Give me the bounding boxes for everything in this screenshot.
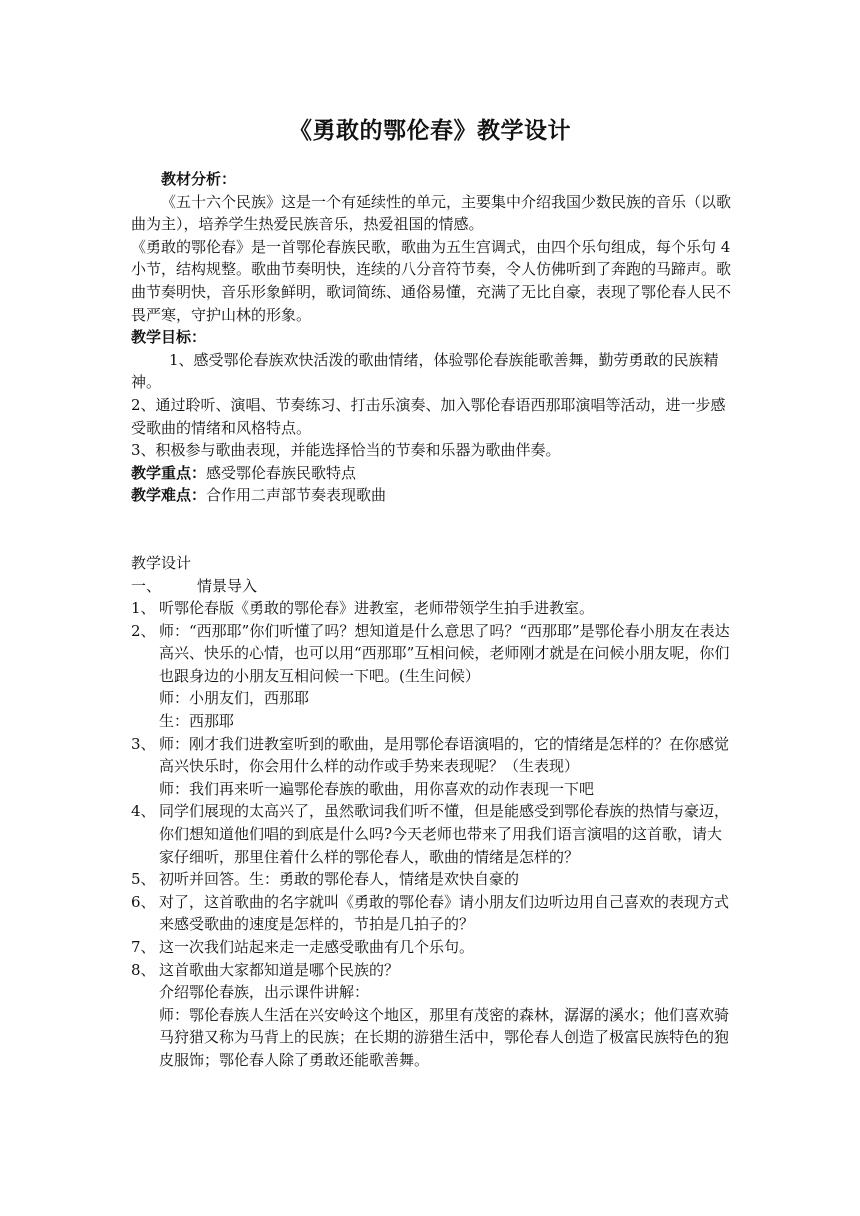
analysis-heading: 教材分析：	[161, 170, 237, 188]
design-heading: 教学设计	[131, 553, 192, 572]
step-number: 7、	[131, 938, 156, 956]
step-line: 师：刚才我们进教室听到的歌曲，是用鄂伦春语演唱的，它的情绪是怎样的？在你感觉高兴快乐时，你会用什么样的动作或手势来表现呢？（生表现）	[159, 734, 730, 776]
step-item	[131, 800, 731, 868]
section-1-number: 一、	[131, 576, 162, 595]
step-line: 师：鄂伦春族人生活在兴安岭这个地区，那里有茂密的森林，潺潺的溪水；他们喜欢骑马狩猎又称为马背上的民族；在长期的游猎生活中，鄂伦春人创造了极富民族特色的狍皮服饰；鄂伦春人除了勇敢还能歌善舞。	[159, 1005, 730, 1069]
step-item	[131, 620, 731, 733]
steps-list	[131, 597, 731, 1071]
step-item	[131, 597, 731, 620]
key-point-text: 感受鄂伦春族民歌特点	[206, 463, 357, 482]
difficulty-text: 合作用二声部节奏表现歌曲	[206, 486, 387, 505]
analysis-paragraph-2: 《勇敢的鄂伦春》是一首鄂伦春族民歌，歌曲为五生宫调式，由四个乐句组成，每个乐句 4 小节，结构规整。歌曲节奏明快，连续的八分音符节奏，令人仿佛听到了奔跑的马蹄声。歌曲节奏明快，音乐形象鲜明，歌词简练、通俗易懂，充满了无比自豪，表现了鄂伦春人民不畏严寒，守护山林的形象。	[131, 237, 732, 324]
key-point-label: 教学重点：	[131, 463, 207, 482]
goal-1: 1、感受鄂伦春族欢快活泼的歌曲情绪，体验鄂伦春族能歌善舞，勤劳勇敢的民族精神。	[131, 350, 719, 392]
goal-2: 2、通过聆听、演唱、节奏练习、打击乐演奏、加入鄂伦春语西那耶演唱等活动，进一步感受歌曲的情绪和风格特点。	[131, 395, 726, 437]
step-line: 师：小朋友们，西那耶	[159, 689, 310, 708]
goal-3: 3、积极参与歌曲表现，并能选择恰当的节奏和乐器为歌曲伴奏。	[131, 441, 561, 460]
analysis-paragraph-1: 《五十六个民族》这是一个有延续性的单元，主要集中介绍我国少数民族的音乐（以歌曲为主），培养学生热爱民族音乐，热爱祖国的情感。	[131, 192, 732, 234]
step-number: 5、	[131, 870, 156, 889]
step-number: 8、	[131, 960, 156, 979]
difficulty	[131, 484, 731, 507]
step-line: 介绍鄂伦春族，出示课件讲解：	[159, 983, 370, 1002]
step-number: 2、	[131, 621, 156, 640]
step-number: 6、	[131, 892, 156, 911]
difficulty-label: 教学难点：	[131, 486, 207, 505]
step-number: 4、	[131, 802, 156, 821]
step-line: 同学们展现的太高兴了，虽然歌词我们听不懂，但是能感受到鄂伦春族的热情与豪迈，你们想知道他们唱的到底是什么吗?今天老师也带来了用我们语言演唱的这首歌，请大家仔细听，那里住着什么样的鄂伦春人，歌曲的情绪是怎样的？	[159, 802, 730, 866]
step-item	[131, 733, 731, 801]
step-line: 听鄂伦春版《勇敢的鄂伦春》进教室，老师带领学生拍手进教室。	[159, 599, 595, 618]
step-item	[131, 936, 731, 959]
step-line: 生：西那耶	[159, 712, 235, 731]
step-line: 对了，这首歌曲的名字就叫《勇敢的鄂伦春》请小朋友们边听边用自己喜欢的表现方式来感受歌曲的速度是怎样的，节拍是几拍子的？	[159, 892, 730, 934]
key-point	[131, 462, 731, 485]
step-line: 师：我们再来听一遍鄂伦春族的歌曲，用你喜欢的动作表现一下吧	[159, 779, 595, 798]
step-item	[131, 959, 731, 1072]
section-1-title: 情景导入	[197, 576, 258, 595]
step-item	[131, 891, 731, 936]
step-number: 3、	[131, 734, 156, 753]
document-body	[131, 168, 731, 1072]
step-line: 师：“西那耶”你们听懂了吗？想知道是什么意思了吗？“西那耶”是鄂伦春小朋友在表达高兴、快乐的心情，也可以用“西那耶”互相问候，老师刚才就是在问候小朋友呢，你们也跟身边的小朋友互相问候一下吧。(生生问候）	[159, 621, 730, 685]
step-line: 初听并回答。生：勇敢的鄂伦春人，情绪是欢快自豪的	[159, 870, 520, 889]
step-item	[131, 868, 731, 891]
spacer	[131, 507, 731, 552]
section-1-heading	[131, 575, 731, 598]
step-line: 这一次我们站起来走一走感受歌曲有几个乐句。	[159, 938, 475, 956]
step-line: 这首歌曲大家都知道是哪个民族的？	[159, 960, 400, 979]
step-number: 1、	[131, 599, 156, 618]
goals-heading: 教学目标：	[131, 328, 207, 347]
document-title: 《勇敢的鄂伦春》教学设计	[289, 118, 571, 144]
